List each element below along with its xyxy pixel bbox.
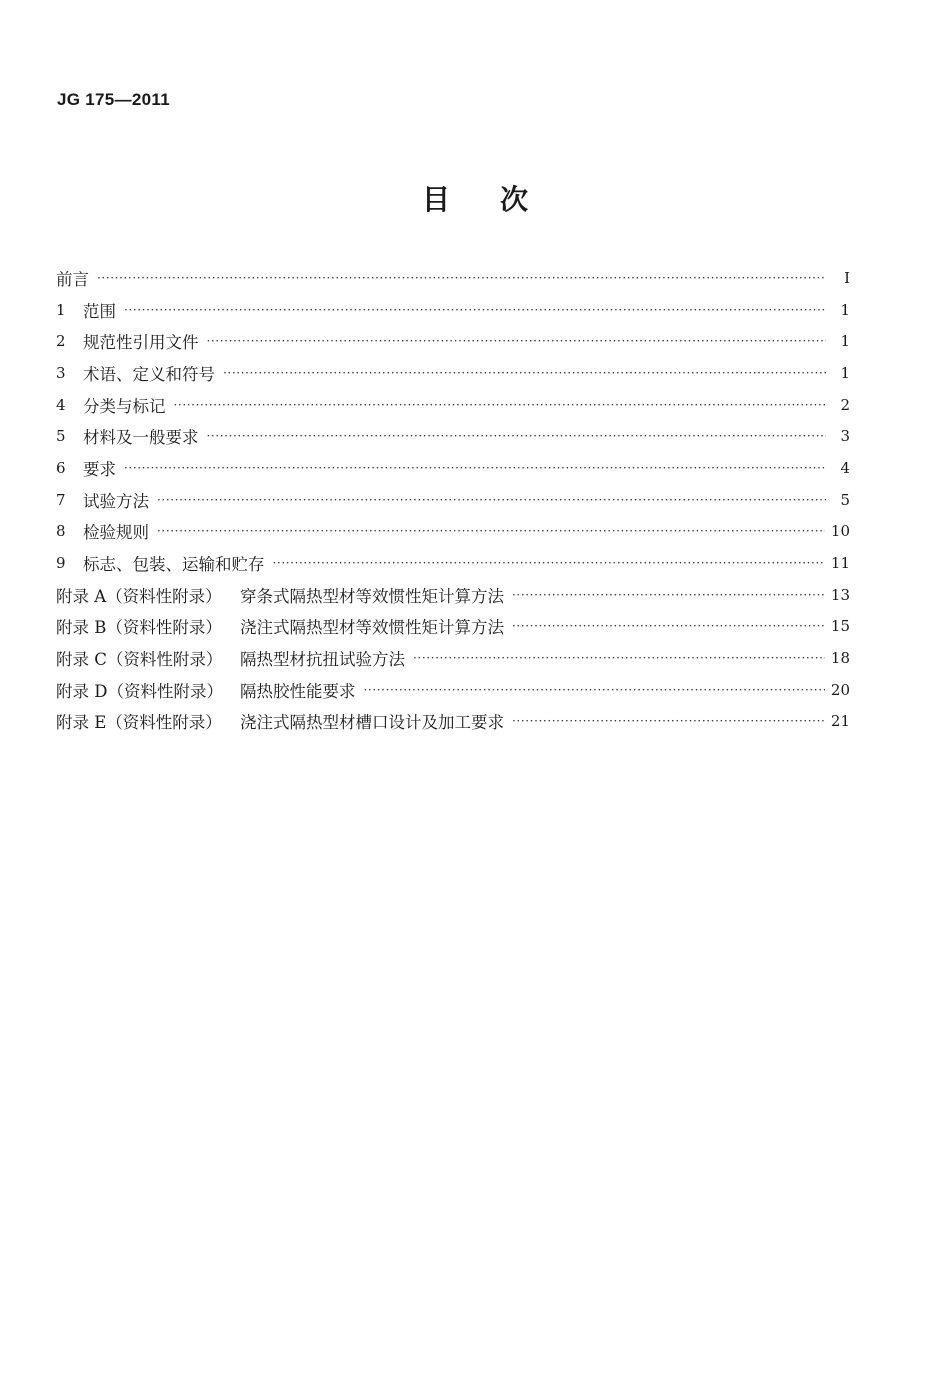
toc-entry-page: Ⅰ	[844, 268, 850, 287]
toc-entry-label: 隔热型材抗扭试验方法	[240, 650, 405, 670]
toc-entry-label: 标志、包装、运输和贮存	[83, 555, 265, 575]
toc-entry-page: 18	[830, 649, 850, 668]
toc-entry-page: 1	[840, 332, 850, 351]
toc-entry[interactable]	[56, 294, 850, 326]
toc-entry-label: 浇注式隔热型材槽口设计及加工要求	[240, 713, 504, 733]
toc-title-char-2: 次	[500, 183, 529, 216]
toc-leader-dots	[124, 462, 826, 474]
toc-entry-label: 规范性引用文件	[83, 333, 199, 353]
toc-leader-dots	[512, 715, 825, 727]
toc-entry[interactable]	[56, 516, 850, 548]
toc-entry-page: 10	[830, 522, 850, 541]
toc-entry-page: 3	[840, 427, 850, 446]
toc-appendix-entry[interactable]	[56, 611, 850, 643]
toc-appendix-entry[interactable]	[56, 579, 850, 611]
toc-entry-label: 范围	[83, 301, 116, 321]
toc-leader-dots	[157, 525, 825, 537]
toc-entry-page: 5	[840, 490, 850, 509]
toc-leader-dots	[97, 272, 826, 284]
toc-entry-number: 8	[56, 522, 66, 541]
table-of-contents	[56, 262, 850, 737]
toc-leader-dots	[157, 494, 826, 506]
toc-entry[interactable]	[56, 389, 850, 421]
toc-entry-page: 4	[840, 458, 850, 477]
toc-entry-page: 1	[840, 363, 850, 382]
toc-entry[interactable]	[56, 452, 850, 484]
appendix-code: 附录 E（资料性附录）	[56, 713, 222, 733]
toc-leader-dots	[512, 620, 825, 632]
toc-entry[interactable]	[56, 357, 850, 389]
toc-leader-dots	[174, 399, 827, 411]
document-code: JG 175—2011	[57, 90, 170, 109]
toc-entry-label: 检验规则	[83, 523, 149, 543]
toc-entry-label: 分类与标记	[83, 396, 166, 416]
toc-entry-foreword[interactable]	[56, 262, 850, 294]
toc-leader-dots	[223, 367, 826, 379]
appendix-code: 附录 D（资料性附录）	[56, 681, 223, 701]
toc-entry-label: 材料及一般要求	[83, 428, 199, 448]
toc-entry-label: 隔热胶性能要求	[240, 681, 356, 701]
toc-entry-number: 6	[56, 458, 66, 477]
toc-entry-page: 13	[830, 585, 850, 604]
toc-appendix-entry[interactable]	[56, 706, 850, 738]
toc-leader-dots	[413, 652, 825, 664]
toc-leader-dots	[124, 304, 826, 316]
toc-title-char-1: 目	[421, 183, 450, 216]
appendix-code: 附录 A（资料性附录）	[56, 586, 222, 606]
toc-entry-label: 浇注式隔热型材等效惯性矩计算方法	[240, 618, 504, 638]
toc-entry-page: 1	[840, 300, 850, 319]
toc-entry-page: 21	[830, 712, 850, 731]
toc-leader-dots	[364, 684, 825, 696]
toc-entry-number: 1	[56, 300, 66, 319]
toc-entry-label: 前言	[56, 269, 89, 289]
toc-leader-dots	[512, 589, 825, 601]
toc-entry-label: 要求	[83, 459, 116, 479]
appendix-code: 附录 B（资料性附录）	[56, 618, 222, 638]
toc-entry-page: 11	[830, 554, 850, 573]
toc-entry-label: 穿条式隔热型材等效惯性矩计算方法	[240, 586, 504, 606]
toc-entry-number: 5	[56, 427, 66, 446]
toc-entry-label: 术语、定义和符号	[83, 364, 215, 384]
toc-entry-label: 试验方法	[83, 491, 149, 511]
toc-entry-number: 4	[56, 395, 66, 414]
toc-appendix-entry[interactable]	[56, 642, 850, 674]
toc-entry[interactable]	[56, 484, 850, 516]
toc-title	[0, 178, 950, 218]
toc-entry-number: 9	[56, 554, 66, 573]
toc-entry-number: 7	[56, 490, 66, 509]
toc-entry[interactable]	[56, 325, 850, 357]
toc-leader-dots	[273, 557, 825, 569]
toc-entry[interactable]	[56, 547, 850, 579]
toc-entry-number: 3	[56, 363, 66, 382]
toc-entry-page: 2	[840, 395, 850, 414]
appendix-code: 附录 C（资料性附录）	[56, 650, 223, 670]
toc-entry[interactable]	[56, 420, 850, 452]
toc-leader-dots	[207, 430, 827, 442]
toc-leader-dots	[207, 335, 827, 347]
toc-entry-page: 15	[830, 617, 850, 636]
toc-entry-number: 2	[56, 332, 66, 351]
toc-entry-page: 20	[830, 680, 850, 699]
toc-appendix-entry[interactable]	[56, 674, 850, 706]
